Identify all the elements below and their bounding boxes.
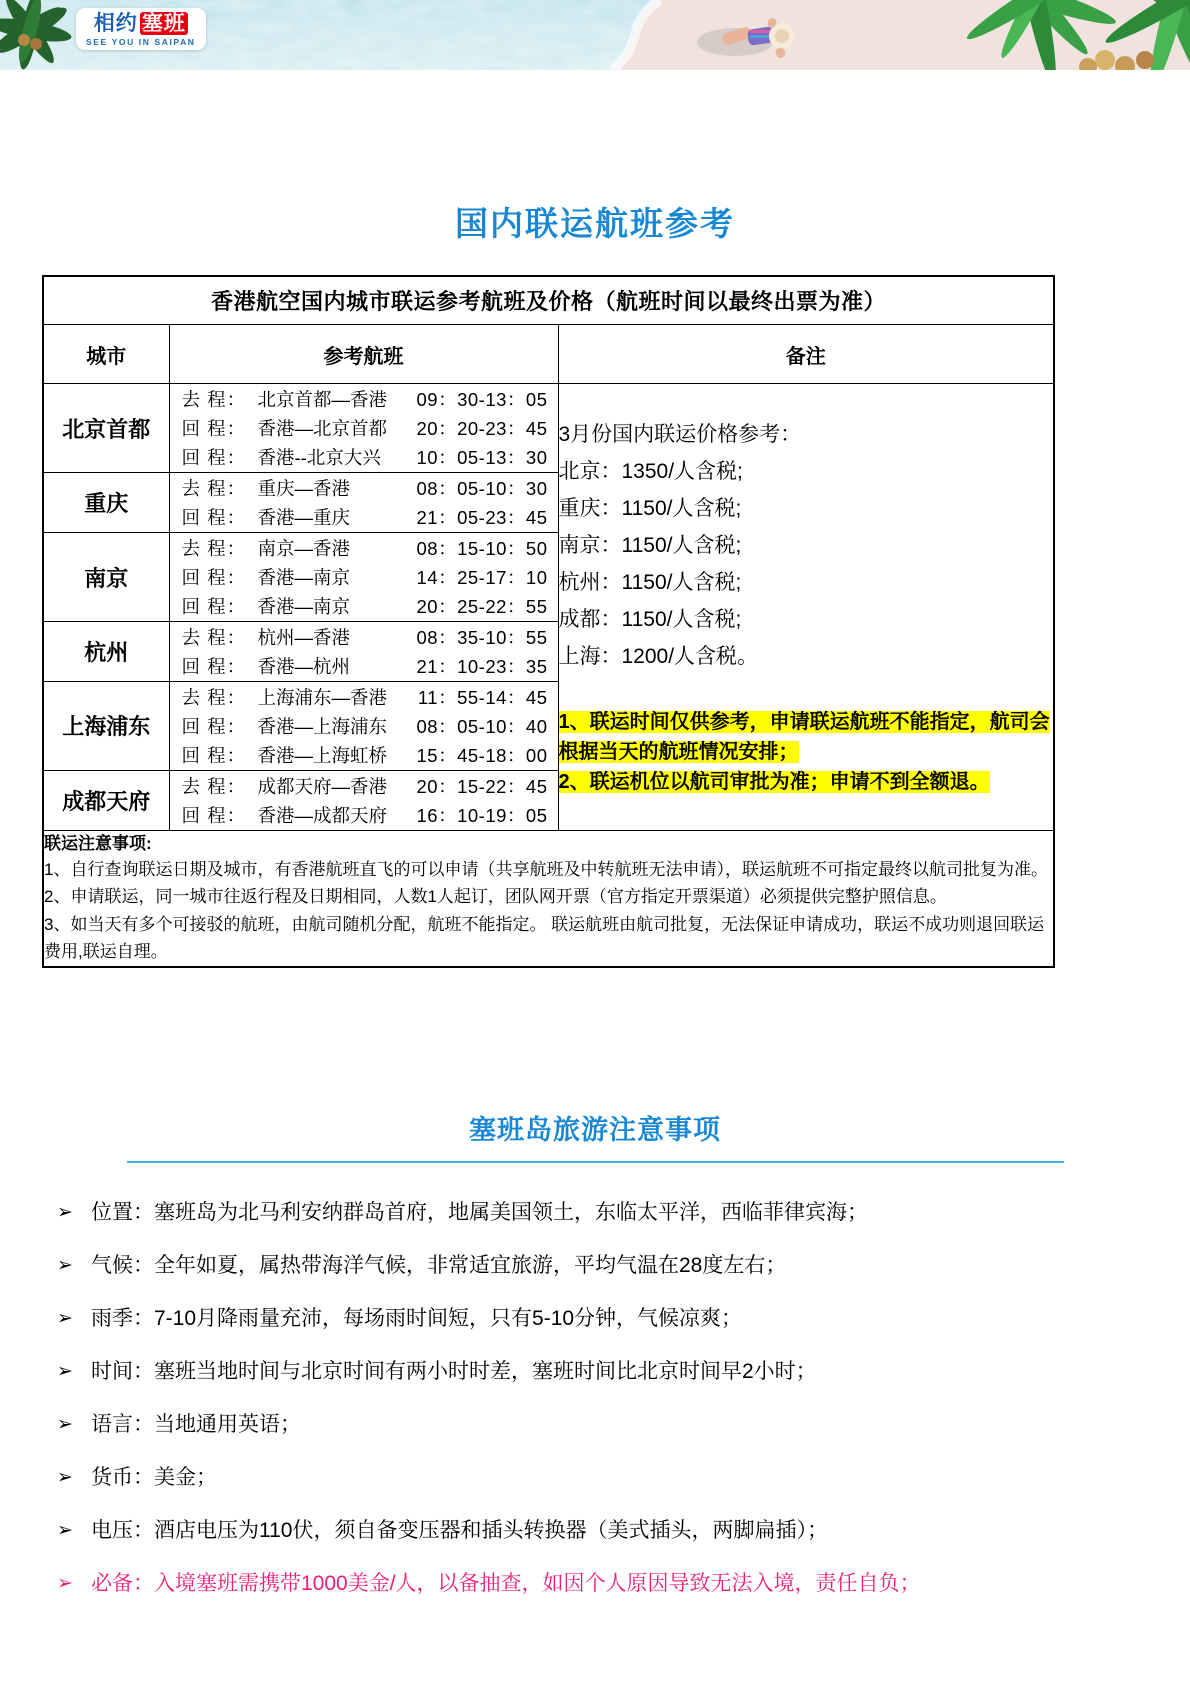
flight-direction: 回 程： [181, 745, 247, 767]
page-title: 国内联运航班参考 [455, 205, 735, 242]
flight-time: 08：05-10：30 [416, 477, 548, 499]
price-line: 北京：1350/人含税; [558, 460, 743, 484]
flight-direction: 回 程： [181, 447, 247, 469]
flight-direction: 去 程： [181, 775, 247, 797]
flight-direction: 去 程： [181, 388, 247, 410]
flight-direction: 回 程： [181, 805, 247, 827]
price-title: 3月份国内联运价格参考： [558, 423, 802, 447]
city-name: 杭州 [43, 622, 169, 682]
list-item [57, 1305, 1190, 1332]
flight-direction: 回 程： [181, 656, 247, 678]
flight-direction: 回 程： [181, 596, 247, 618]
flight-line [170, 562, 558, 591]
flight-time: 16：10-19：05 [416, 805, 548, 827]
flight-line [170, 741, 558, 770]
header-banner [0, 0, 1190, 70]
tip-text: 语言：当地通用英语； [91, 1412, 301, 1436]
arrow-bullet-icon: ➢ [57, 1572, 73, 1594]
flight-route: 香港—成都天府 [257, 805, 388, 827]
flights-cell [169, 622, 558, 682]
tips-title-underline [127, 1161, 1064, 1163]
flight-line [170, 682, 558, 711]
logo-text-blue: 相约 [93, 12, 138, 35]
flight-time: 08：15-10：50 [416, 537, 548, 559]
flight-line [170, 771, 558, 800]
table-header-row [43, 325, 1054, 384]
flight-time: 20：25-22：55 [416, 596, 548, 618]
flight-line [170, 473, 558, 502]
flight-time: 14：25-17：10 [416, 567, 548, 589]
arrow-bullet-icon: ➢ [57, 1254, 73, 1276]
flight-line [170, 413, 558, 442]
flight-direction: 去 程： [181, 537, 247, 559]
highlight-note-2: 2、联运机位以航司审批为准；申请不到全额退。 [558, 771, 990, 794]
list-item-alert [57, 1570, 1190, 1597]
price-line: 重庆：1150/人含税; [558, 497, 742, 521]
flight-line [170, 443, 558, 472]
city-name: 南京 [43, 532, 169, 621]
price-line: 成都：1150/人含税; [558, 608, 742, 632]
footnote-line: 3、如当天有多个可接驳的航班，由航司随机分配，航班不能指定。 联运航班由航司批复，无法保证申请成功，联运不成功则退回联运费用,联运自理。 [44, 914, 1045, 962]
col-header-city: 城市 [43, 325, 169, 384]
flights-cell [169, 384, 558, 473]
flight-route: 香港—重庆 [257, 507, 351, 529]
flights-cell [169, 473, 558, 533]
list-item [57, 1517, 1190, 1544]
flight-time: 08：05-10：40 [416, 715, 548, 737]
flight-route: 杭州—香港 [257, 626, 351, 648]
list-item [57, 1199, 1190, 1226]
tip-text: 必备：入境塞班需携带1000美金/人，以备抽查，如因个人原因导致无法入境，责任自负； [91, 1571, 921, 1595]
arrow-bullet-icon: ➢ [57, 1413, 73, 1435]
flights-cell [169, 771, 558, 831]
arrow-bullet-icon: ➢ [57, 1519, 73, 1541]
flight-route: 成都天府—香港 [257, 775, 388, 797]
city-name: 成都天府 [43, 771, 169, 831]
flight-route: 香港—杭州 [257, 656, 351, 678]
flight-time: 09：30-13：05 [416, 388, 548, 410]
flight-direction: 回 程： [181, 507, 247, 529]
flight-line [170, 652, 558, 681]
arrow-bullet-icon: ➢ [57, 1466, 73, 1488]
flights-cell [169, 681, 558, 770]
footnote-line: 2、申请联运，同一城市往返行程及日期相同，人数1人起订，团队网开票（官方指定开票渠道）必须提供完整护照信息。 [44, 887, 947, 907]
flight-line [170, 711, 558, 740]
flight-direction: 回 程： [181, 715, 247, 737]
footnote-title: 联运注意事项: [44, 833, 152, 853]
list-item [57, 1358, 1190, 1385]
table-title-row [43, 276, 1054, 325]
city-name: 上海浦东 [43, 681, 169, 770]
flight-time: 11：55-14：45 [417, 686, 548, 708]
flight-line [170, 503, 558, 532]
highlight-notes [559, 707, 1054, 797]
flight-line [170, 800, 558, 829]
col-header-flights: 参考航班 [169, 325, 558, 384]
flight-time: 08：35-10：55 [416, 626, 548, 648]
flight-time: 20：15-22：45 [416, 775, 548, 797]
tip-text: 雨季：7-10月降雨量充沛，每场雨时间短，只有5-10分钟，气候凉爽； [91, 1306, 743, 1330]
flight-direction: 回 程： [181, 567, 247, 589]
tip-text: 电压：酒店电压为110伏，须自备变压器和插头转换器（美式插头，两脚扁插）； [91, 1518, 828, 1542]
flight-time: 21：10-23：35 [416, 656, 548, 678]
price-line: 南京：1150/人含税; [558, 534, 742, 558]
flight-route: 香港—南京 [257, 596, 351, 618]
footnote-line: 1、自行查询联运日期及城市，有香港航班直飞的可以申请（共享航班及中转航班无法申请），联运航班不可指定最终以航司批复为准。 [44, 859, 1048, 879]
flight-line [170, 533, 558, 562]
flight-time: 10：05-13：30 [416, 447, 548, 469]
notes-cell [558, 384, 1054, 831]
flight-time: 20：20-23：45 [416, 418, 548, 440]
tip-text: 货币：美金； [91, 1465, 217, 1489]
tip-text: 位置：塞班岛为北马利安纳群岛首府，地属美国领土，东临太平洋，西临菲律宾海； [91, 1200, 868, 1224]
city-name: 北京首都 [43, 384, 169, 473]
flight-direction: 去 程： [181, 686, 247, 708]
flight-route: 香港—北京首都 [257, 418, 388, 440]
highlight-note-1: 1、联运时间仅供参考，申请联运航班不能指定，航司会根据当天的航班情况安排； [558, 711, 1050, 764]
flight-time: 21：05-23：45 [416, 507, 548, 529]
price-line: 上海：1200/人含税。 [558, 645, 759, 669]
flight-route: 香港—上海浦东 [257, 715, 388, 737]
flight-route: 香港--北京大兴 [257, 447, 381, 469]
price-line: 杭州：1150/人含税; [558, 571, 742, 595]
flight-route: 南京—香港 [257, 537, 351, 559]
arrow-bullet-icon: ➢ [57, 1201, 73, 1223]
list-item [57, 1464, 1190, 1491]
flight-direction: 回 程： [181, 418, 247, 440]
tip-text: 时间：塞班当地时间与北京时间有两小时时差，塞班时间比北京时间早2小时； [91, 1359, 817, 1383]
list-item [57, 1411, 1190, 1438]
flight-route: 香港—上海虹桥 [257, 745, 388, 767]
flight-route: 上海浦东—香港 [257, 686, 388, 708]
flight-time: 15：45-18：00 [416, 745, 548, 767]
saipan-logo [76, 8, 206, 50]
logo-text-red: 塞班 [141, 12, 186, 35]
flight-direction: 去 程： [181, 477, 247, 499]
list-item [57, 1252, 1190, 1279]
table-row [43, 384, 1054, 473]
arrow-bullet-icon: ➢ [57, 1307, 73, 1329]
flight-table [42, 275, 1055, 968]
flight-line [170, 384, 558, 413]
table-footnote-row [43, 830, 1054, 967]
city-name: 重庆 [43, 473, 169, 533]
tip-text: 气候：全年如夏，属热带海洋气候，非常适宜旅游，平均气温在28度左右； [91, 1253, 787, 1277]
flight-line [170, 592, 558, 621]
flight-route: 香港—南京 [257, 567, 351, 589]
tips-section-title: 塞班岛旅游注意事项 [469, 1114, 721, 1145]
logo-subtitle: SEE YOU IN SAIPAN [86, 37, 196, 47]
flight-line [170, 622, 558, 651]
flight-route: 重庆—香港 [257, 477, 351, 499]
logo-title [86, 12, 196, 36]
table-title: 香港航空国内城市联运参考航班及价格（航班时间以最终出票为准） [43, 276, 1054, 325]
arrow-bullet-icon: ➢ [57, 1360, 73, 1382]
col-header-notes: 备注 [558, 325, 1054, 384]
flights-cell [169, 532, 558, 621]
flight-route: 北京首都—香港 [257, 388, 388, 410]
flight-direction: 去 程： [181, 626, 247, 648]
footnote-cell [43, 830, 1054, 967]
tips-list [0, 1199, 1190, 1597]
